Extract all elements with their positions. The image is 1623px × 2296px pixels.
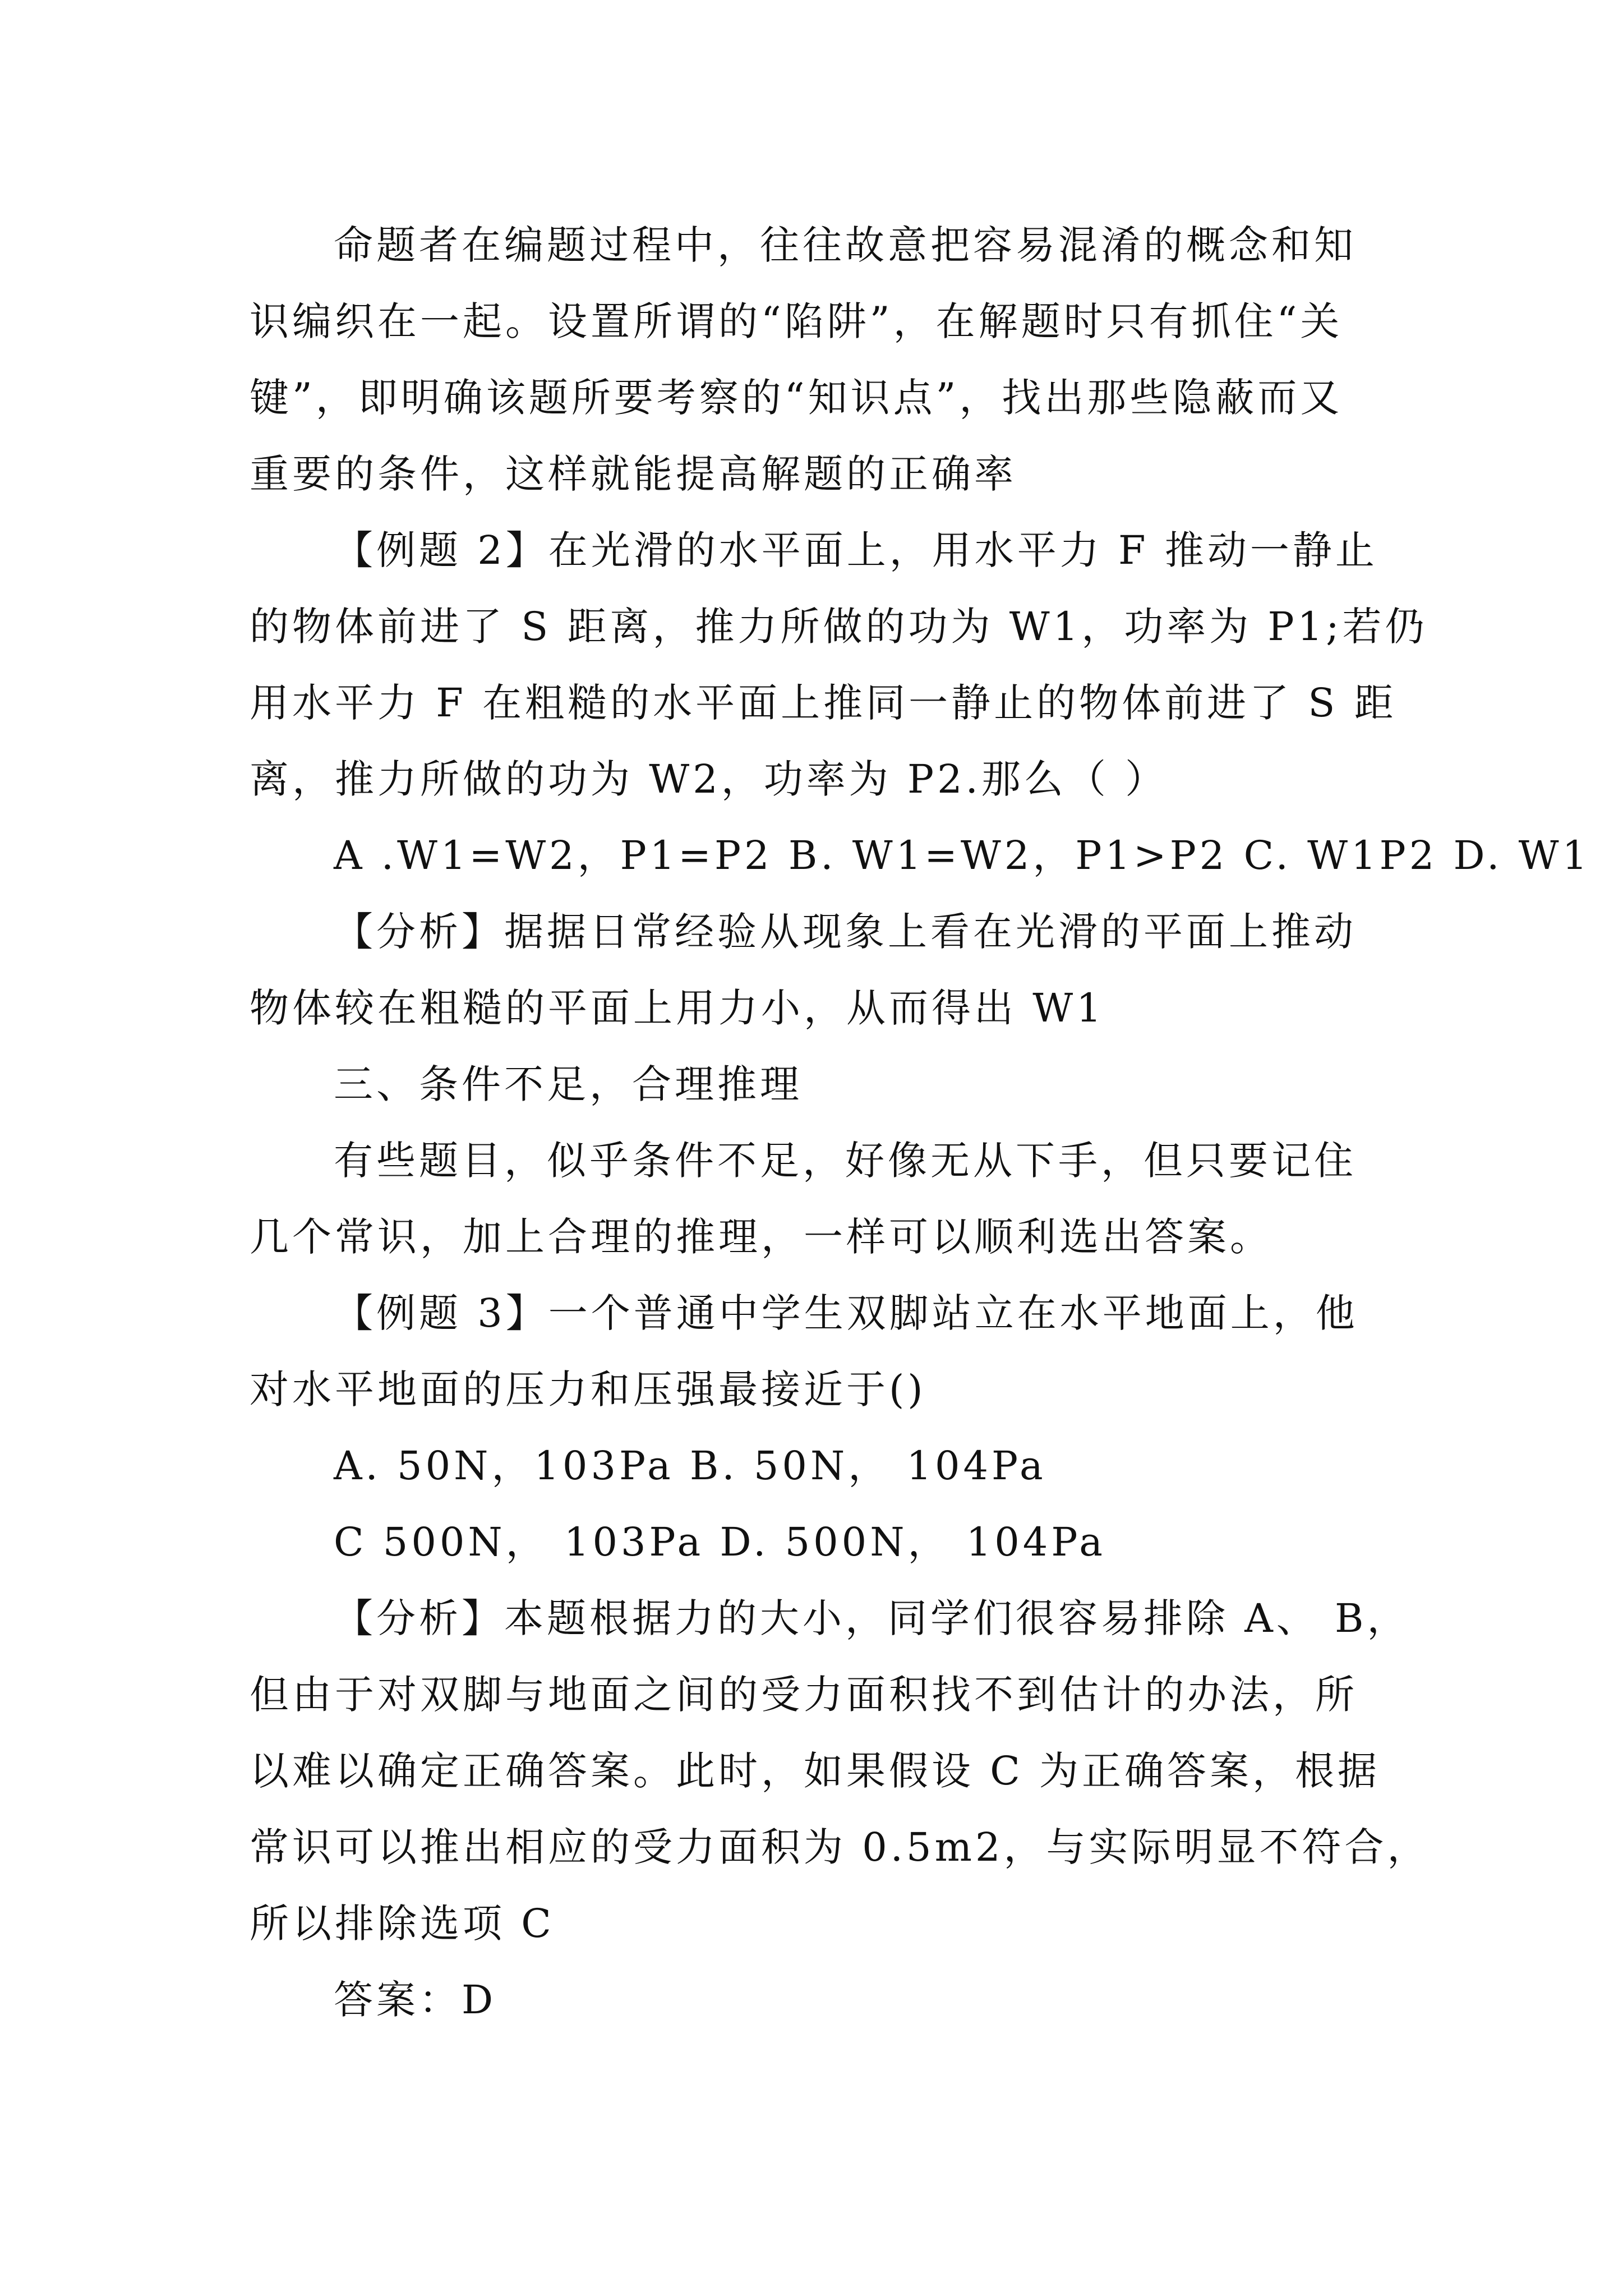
answer-options: C 500N， 103Pa D. 500N， 104Pa [334,1519,1106,1565]
text-line: 但由于对双脚与地面之间的受力面积找不到估计的办法，所 [250,1672,1358,1718]
text-line: 对水平地面的压力和压强最接近于() [250,1366,926,1412]
text-line: 以难以确定正确答案。此时，如果假设 C 为正确答案，根据 [250,1748,1381,1794]
text-line: 物体较在粗糙的平面上用力小，从而得出 W1 [250,985,1105,1031]
text-line: 识编织在一起。设置所谓的“陷阱”，在解题时只有抓住“关 [250,298,1343,344]
text-line: 有些题目，似乎条件不足，好像无从下手，但只要记住 [334,1138,1357,1184]
text-line: 重要的条件，这样就能提高解题的正确率 [250,451,1017,497]
example-heading: 【例题 3】一个普通中学生双脚站立在水平地面上，他 [334,1290,1358,1336]
text-line: 常识可以推出相应的受力面积为 0.5m2，与实际明显不符合， [250,1824,1430,1870]
answer-line: 答案：D [334,1977,497,2023]
example-heading: 【例题 2】在光滑的水平面上，用水平力 F 推动一静止 [334,527,1378,573]
answer-options: A .W1=W2，P1=P2 B. W1=W2，P1>P2 C. W1P2 D. W1 [334,832,1591,878]
text-line: 用水平力 F 在粗糙的水平面上推同一静止的物体前进了 S 距 [250,680,1397,726]
text-line: 离，推力所做的功为 W2，功率为 P2.那么（ ） [250,756,1168,802]
analysis-heading: 【分析】据据日常经验从现象上看在光滑的平面上推动 [334,909,1357,955]
text-line: 几个常识，加上合理的推理，一样可以顺利选出答案。 [250,1214,1272,1260]
text-line: 的物体前进了 S 距离，推力所做的功为 W1，功率为 P1;若仍 [250,604,1428,650]
text-line: 命题者在编题过程中，往往故意把容易混淆的概念和知 [334,222,1357,268]
text-line: 键”，即明确该题所要考察的“知识点”，找出那些隐蔽而又 [250,375,1343,421]
answer-options: A. 50N，103Pa B. 50N， 104Pa [334,1443,1046,1489]
analysis-heading: 【分析】本题根据力的大小，同学们很容易排除 A、 B， [334,1595,1410,1641]
section-heading: 三、条件不足，合理推理 [334,1061,803,1107]
text-line: 所以排除选项 C [250,1901,555,1947]
